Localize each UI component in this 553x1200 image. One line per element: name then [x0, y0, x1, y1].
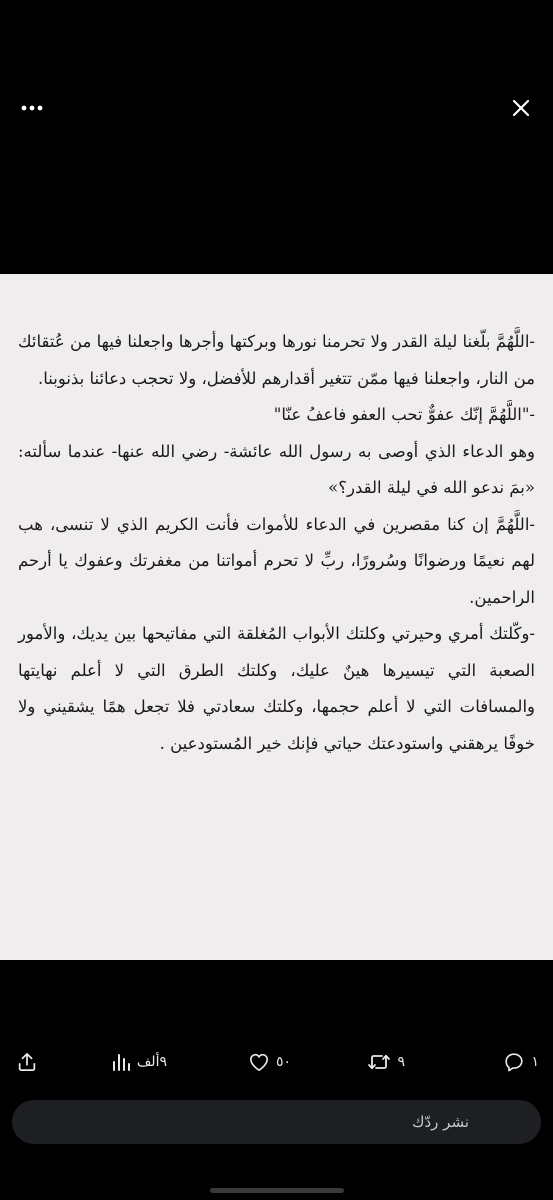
image-paragraph: -اللَّهُمَّ إن كنا مقصرين في الدعاء للأموات فأنت الكريم الذي لا تنسى، هب لهم نعيمًا ورضوانًا وسُرورًا، ربِّ لا تحرم أمواتنا من مغفرتك وعفوك يا أرحم الراحمين.: [18, 514, 535, 607]
close-button[interactable]: [503, 90, 539, 126]
repost-button[interactable]: [367, 1048, 405, 1076]
media-viewer-topbar: [0, 80, 553, 135]
reply-composer[interactable]: [12, 1100, 541, 1144]
home-indicator: [210, 1188, 344, 1193]
image-paragraph: -"اللَّهُمَّ إنّك عفوٌّ تحب العفو فاعفُ عنّا": [273, 405, 535, 424]
close-icon: [512, 99, 530, 117]
more-dots-icon: [21, 105, 43, 111]
reply-input[interactable]: [12, 1100, 541, 1144]
views-chart-icon: [111, 1052, 131, 1072]
share-button[interactable]: [16, 1048, 38, 1076]
views-button[interactable]: [111, 1048, 167, 1076]
image-paragraph: -اللَّهُمَّ بلّغنا ليلة القدر ولا تحرمنا نورها وبركتها وأجرها واجعلنا فيها من عُتقائك من النار، واجعلنا فيها ممّن تتغير أقدارهم للأفضل، ولا تحجب دعائنا بذنوبنا.: [18, 332, 535, 388]
more-options-button[interactable]: [14, 90, 50, 126]
heart-icon: [248, 1052, 270, 1072]
image-paragraph: وهو الدعاء الذي أوصى به رسول الله عائشة- رضي الله عنها- عندما سألته: «بمَ ندعو الله في ليلة القدر؟»: [18, 441, 535, 497]
like-count: ٥٠: [275, 1054, 291, 1070]
views-count: ٩ألف: [136, 1054, 167, 1070]
reply-bubble-icon: [503, 1051, 525, 1073]
post-image[interactable]: [0, 274, 553, 960]
repost-count: ٩: [397, 1054, 405, 1070]
repost-icon: [367, 1051, 391, 1073]
like-button[interactable]: [248, 1048, 291, 1076]
reply-count: ١: [531, 1054, 539, 1070]
reply-button[interactable]: [503, 1048, 539, 1076]
image-paragraph: -وكّلتك أمري وحيرتي وكلتك الأبواب المُغلقة التي مفاتيحها بين يديك، والأمور الصعبة التي تيسيرها هينٌ عليك، وكلتك الطرق التي لا أعلم نهايتها والمسافات التي لا أعلم حجمها، وكلتك سعادتي فلا تجعل همًا يشقيني ولا خوفًا يرهقني واستودعتك حياتي فإنك خير المُستودعين .: [18, 624, 535, 753]
image-text: [18, 324, 535, 762]
post-action-bar: [0, 1040, 553, 1084]
share-upload-icon: [16, 1051, 38, 1073]
